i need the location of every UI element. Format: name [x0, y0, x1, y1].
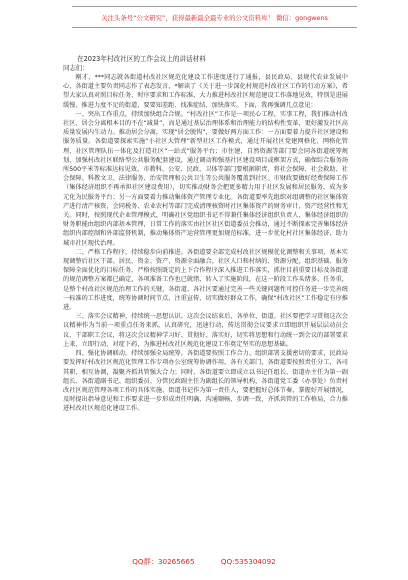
document-greeting: 同志们： — [63, 64, 89, 72]
footer-qq-group: QQ群：30265665 — [132, 557, 195, 566]
document-body — [63, 55, 348, 414]
document-title: 在2023年村改社区的工作会议上的讲话材料 — [77, 55, 206, 63]
paragraph-section-1: 一、突出工作重点，持续加快组合合规。“村改社区”工作是一项民心工程，实事工程，我们推动村改社区、居会分离根本目的不在“减量”，而是通过基层治理体系和治理能力的结构性变革，更好激发社区高质量发展内生动力。推动居会分离，实现“居会脱钩”，要做好两方面工作：一方面要着力提升社区建设和服务质量。各街道要探索实施“小社区大管理”新型社区工作模式，通过开展社区党建网格化、网格化管理、社区管理队伍一体化及打造社区“一站式”服务平台；市住建、自然资源等部门要会同各街道统筹规划，加强村改社区联络型公共服务配套建设，通过调动和强基社区建设项目或框架方式，确保综合服务场所500平米等标准达标见效、市教科、公安、民政、卫体等部门要根据职责，将社会保障、社会救助、社会保障、科教文卫、法律服务、治安管理和公共卫生等公共服务覆盖到社区。市财政要做好经费保障工作（集体经济组织不再承担社区建设费用），切实推动财务会把更多精力用于社区发展和居民服务，成为多元化为民服务平台；另一方面要着力推动集体资产管理专业化。各街道要率先组织对组调整的社区集体资产进行清产核资，会同税务、农业农村等部门完成清理核资时社区集体资产的财务审计，资产经营性和无关。同时，按照现代企业管理模式，明确社区党组织书记不得兼任集体经济组织负责人、集体经济组织的财务职能由组织内部基本管理，日常工作的落实由社区社区街道委员会推动，通过不断探索完善集体经济组织内部控制和外部监督机制，推动集体资产运营管理更加规范标准，进一步优化村社区集体经济，助力城市社区现代治理。 — [63, 110, 348, 247]
header-banner — [72, 6, 357, 28]
paragraph-section-4: 四、强化协调联动，持续加强全局统筹。各街道要按照工作合力、组织部署支援密切的要求，民政局要发挥好村改社区规范化管理工作专项办公室统筹协调作用，各有关部门，各街道要按照责任分工，各司其职、相互协调，凝聚齐抓共管强大合力；同时，各街道要立即成立以书记任组长、街道办主任为第一副组长、各街道副书记、组织委员、分管民政副主任为副组长的领导机构，各街道党工委（办事处）负责村改社区规范管理各项工作的具体实施，街道书记作为第一责任人，要把握好总体节奏，掌握好开展情况，及时提出指导意见和工作要求进一步形成责任明确、沟通顺畅、步调一致、齐抓共管的工作格局，合力推进村改社区规范化建设工作。 — [63, 350, 348, 413]
paragraph-intro: 刚才，***同志就各街道村改社区规范化建设工作进度进行了通报，县民政局、县规代农业发展中心、各街道主要负责同志作了表态发言，*解读了《关于进一步深化村规范村改社区工作的行动方案》，希望大家认真对照目标任务、时序要求和工作标准，大力推进村改社区规范建设工作落地见效，特别是进展缓慢、推进力度不足的街道，要要知差距、找准症结、加快落实。下面，我再强调几点意见： — [63, 74, 348, 109]
header-banner-text: 关注头条号“公文研究”，获得最新最全最专业的公文资料库！ 微信：gongwens — [101, 13, 328, 22]
footer-contact — [0, 557, 408, 567]
paragraph-section-2: 二、严格工作程序，持续稳步向前推进。各街道要全部完成村改社区规模优化调整和关事项，基本实现调整后社区干部、居民、资金、资产、资源全面融合，社区人口和村纳的、资源分配、组织基础、服务保障全面优化的目标任务，严格按照既定的上下合作程序深入推进工作落实，抓住目前重要目标及各街道的规范调整方案都已确定，各项准备工作也已就绪，转入了实施阶段，在这一阶段工作头绪多、任务重，是整个村改社区规范治理工作的关键，各街道、各社区要通过完善一些关键问题性可控任务进一步完善统一标准的工作进度，统筹协调时间节点，注重宣传、切实做好群众工作，确保“村改社区”工作稳定有序推进。 — [63, 248, 348, 312]
footer-qq: QQ:535304092 — [220, 557, 276, 566]
paragraph-section-3: 三、落实会议精神，持续统一思想认识。这次会议结束后，各单位、街道、社区要把学习贯彻这次会议精神作为当前一项重点任务来抓，认真研究，迅速行动，传达贯彻会议要求立即组织开展层层动员会议、干部职工会议，将这次会议精神学习好、贯彻好、落实好，切实将思想和行动统一到会议的部署要求上来，立即行动，对症下药，为推进村改社区规范化建设工作奠定坚实的思想基础。 — [63, 313, 348, 348]
